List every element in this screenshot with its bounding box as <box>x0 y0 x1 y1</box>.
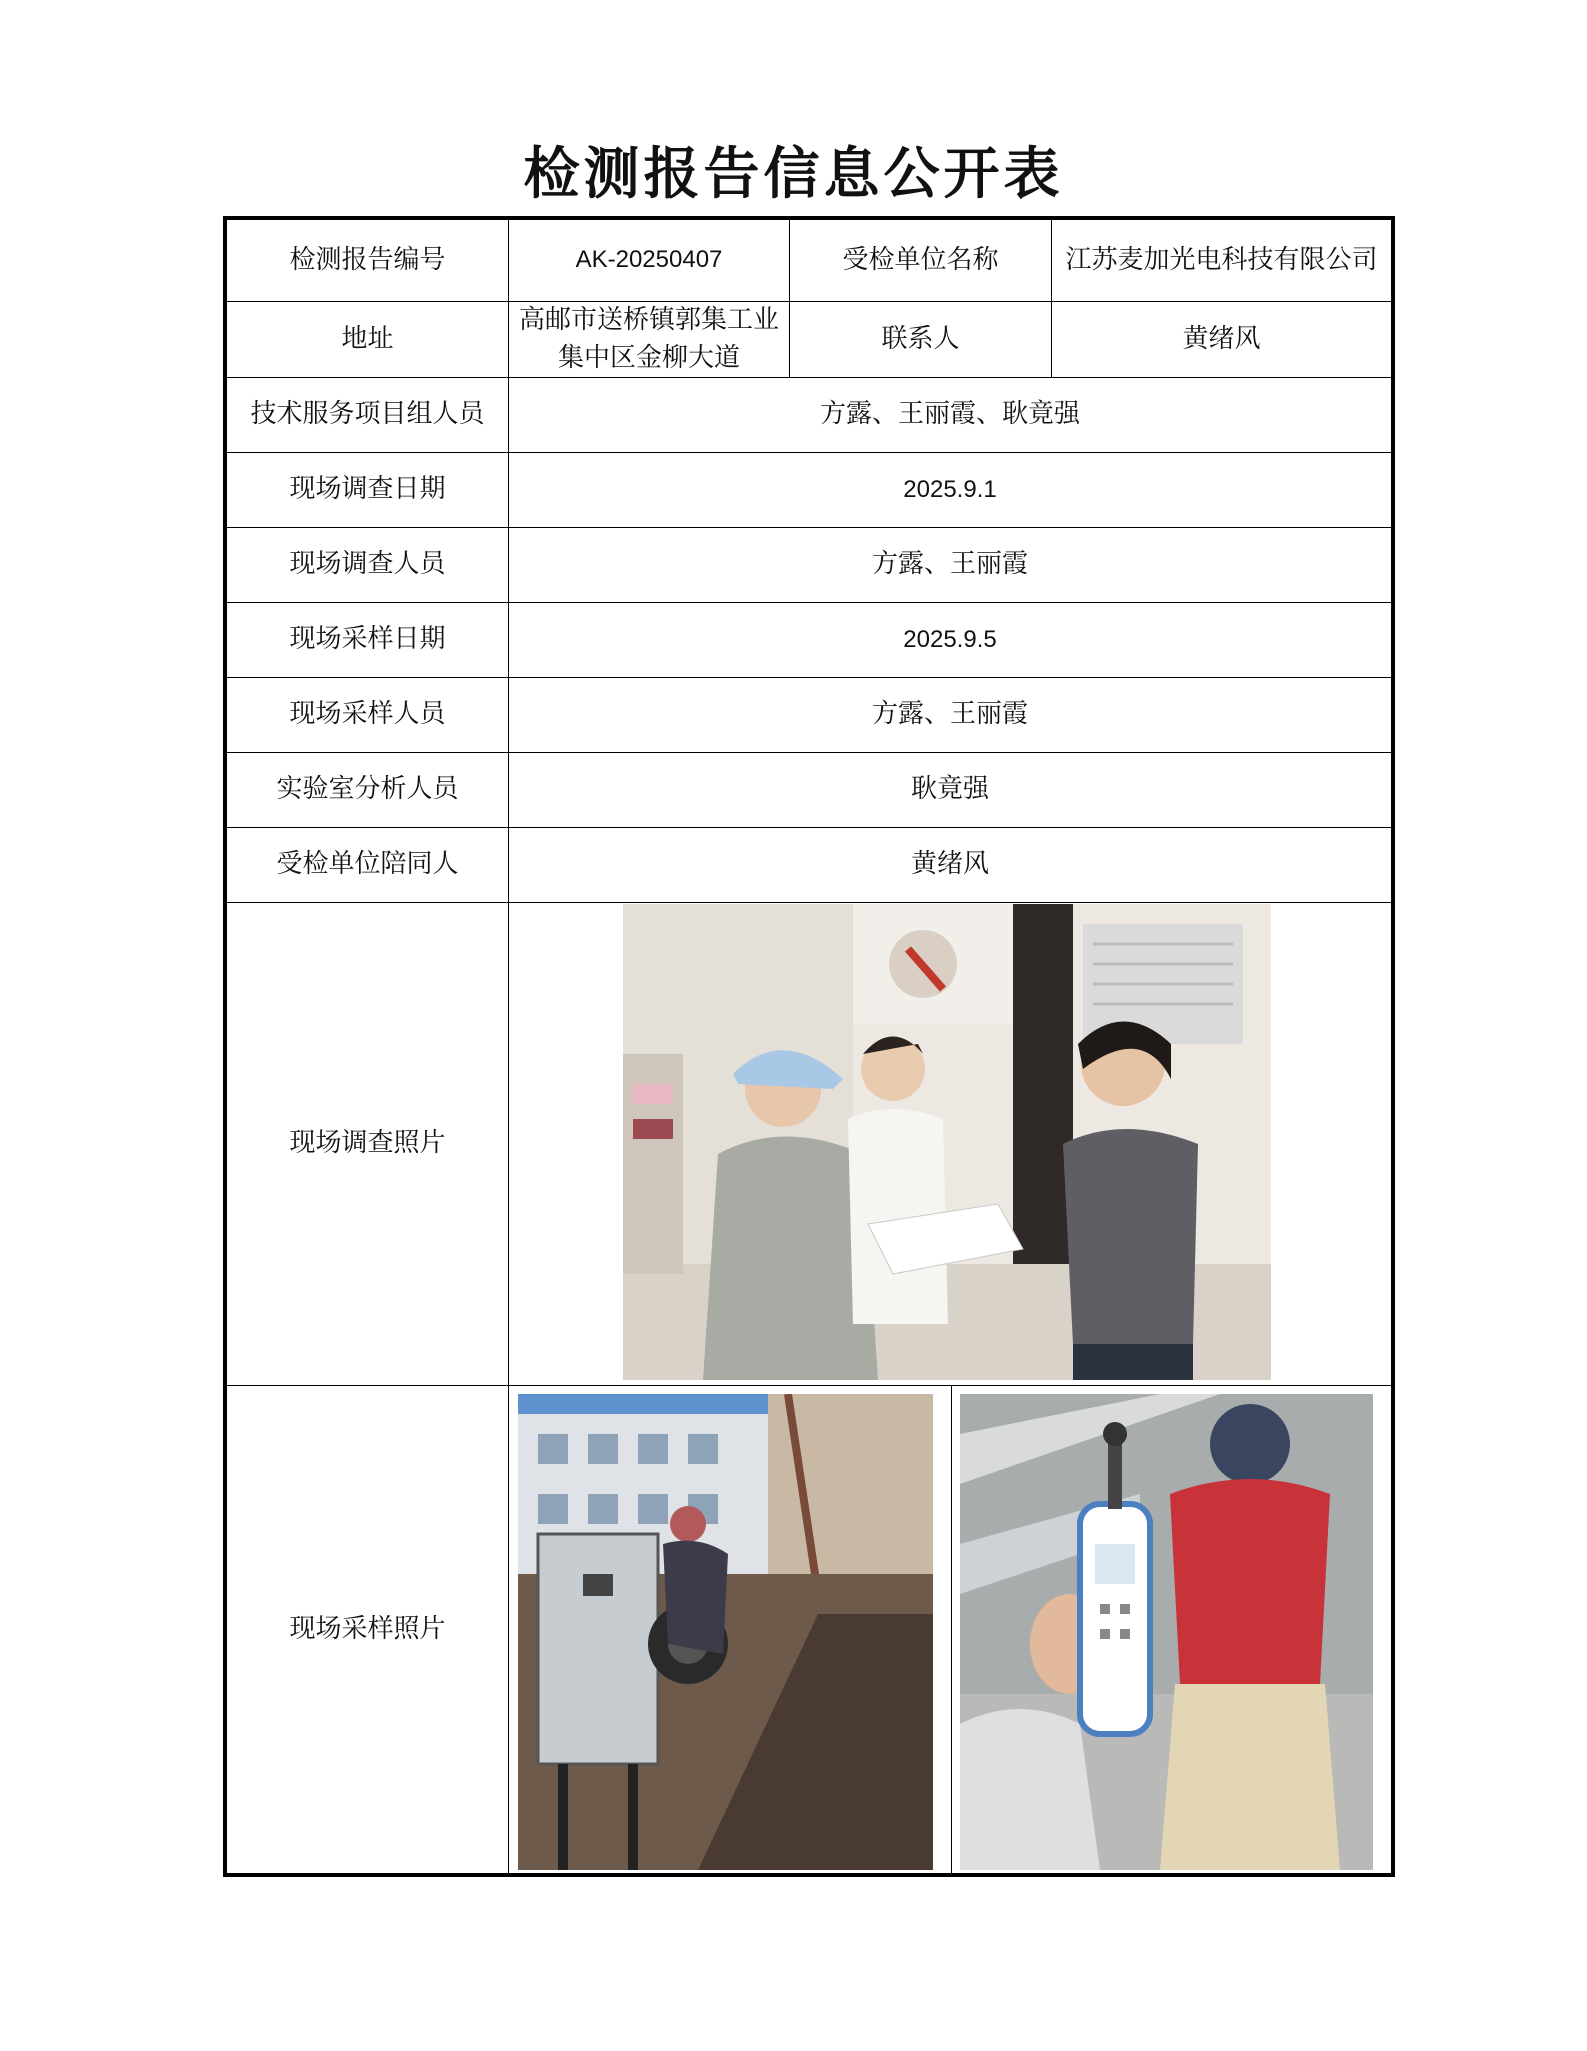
report-no-value: AK-20250407 <box>508 219 790 302</box>
lab-staff-label: 实验室分析人员 <box>226 752 509 828</box>
unit-name-label: 受检单位名称 <box>789 219 1052 302</box>
survey-photo-label: 现场调查照片 <box>226 902 509 1386</box>
unit-name-value: 江苏麦加光电科技有限公司 <box>1051 219 1392 302</box>
team-value: 方露、王丽霞、耿竟强 <box>508 377 1392 453</box>
escort-label: 受检单位陪同人 <box>226 827 509 903</box>
sampling-photo-outdoor <box>518 1394 933 1870</box>
team-label: 技术服务项目组人员 <box>226 377 509 453</box>
survey-photo <box>623 904 1271 1380</box>
sampling-staff-label: 现场采样人员 <box>226 677 509 753</box>
sampling-photo-meter <box>960 1394 1373 1870</box>
page-title: 检测报告信息公开表 <box>523 141 1064 207</box>
sampling-photo-label: 现场采样照片 <box>226 1385 509 1874</box>
sampling-staff-value: 方露、王丽霞 <box>508 677 1392 753</box>
sampling-date-value: 2025.9.5 <box>508 602 1392 678</box>
survey-staff-label: 现场调查人员 <box>226 527 509 603</box>
escort-value: 黄绪风 <box>508 827 1392 903</box>
address-value: 高邮市送桥镇郭集工业集中区金柳大道 <box>508 301 790 378</box>
lab-staff-value: 耿竟强 <box>508 752 1392 828</box>
sampling-date-label: 现场采样日期 <box>226 602 509 678</box>
address-label: 地址 <box>226 301 509 378</box>
contact-value: 黄绪风 <box>1051 301 1392 378</box>
survey-date-label: 现场调查日期 <box>226 452 509 528</box>
report-no-label: 检测报告编号 <box>226 219 509 302</box>
contact-label: 联系人 <box>789 301 1052 378</box>
survey-date-value: 2025.9.1 <box>508 452 1392 528</box>
survey-staff-value: 方露、王丽霞 <box>508 527 1392 603</box>
